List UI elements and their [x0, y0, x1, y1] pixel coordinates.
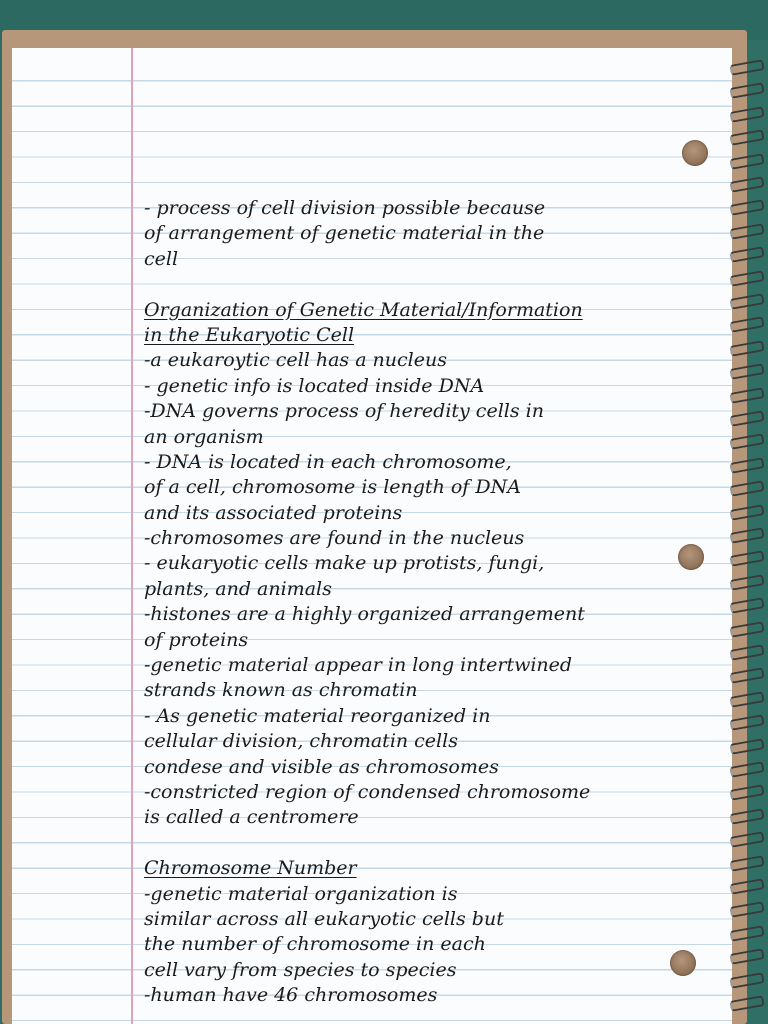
punch-hole-top [682, 140, 708, 166]
spiral-coil [729, 340, 764, 357]
spiral-coil [729, 995, 764, 1012]
spiral-coil [729, 129, 764, 146]
spiral-coil [729, 597, 764, 614]
notes-line: cellular division, chromatin cells [144, 730, 458, 753]
notes-line: -a eukaroytic cell has a nucleus [144, 349, 447, 372]
notes-line: is called a centromere [144, 806, 359, 829]
spiral-coil [729, 925, 764, 942]
margin-line [131, 48, 133, 1024]
spiral-coil [729, 153, 764, 170]
spiral-coil [729, 434, 764, 451]
spiral-coil [729, 457, 764, 474]
notes-line: similar across all eukaryotic cells but [144, 907, 504, 930]
spiral-coil [729, 902, 764, 919]
spiral-coil [729, 527, 764, 544]
spiral-coil [729, 246, 764, 263]
notes-line: an organism [144, 425, 264, 448]
notes-line: -human have 46 chromosomes [144, 984, 438, 1007]
notes-line: -genetic material appear in long intertwined [144, 654, 573, 677]
spiral-coil [729, 223, 764, 240]
spiral-coil [729, 83, 764, 100]
spiral-coil [729, 270, 764, 287]
notes-line: - As genetic material reorganized in [144, 704, 491, 727]
spiral-coil [729, 551, 764, 568]
spiral-coil [729, 480, 764, 497]
notes-line: -DNA governs process of heredity cells in [144, 400, 544, 423]
spiral-binding [728, 58, 768, 1024]
spiral-coil [729, 387, 764, 404]
notes-heading-line: in the Eukaryotic Cell [144, 323, 355, 346]
notes-line: cell vary from species to species [144, 958, 457, 981]
notes-line: -histones are a highly organized arrangement [144, 603, 585, 626]
spiral-coil [729, 831, 764, 848]
spiral-coil [729, 855, 764, 872]
spiral-coil [729, 668, 764, 685]
spiral-coil [729, 972, 764, 989]
notes-line: of a cell, chromosome is length of DNA [144, 476, 521, 499]
spiral-coil [729, 621, 764, 638]
notes-line: cell [144, 247, 179, 270]
notes-line: - genetic info is located inside DNA [144, 374, 485, 397]
spiral-coil [729, 878, 764, 895]
spiral-coil [729, 176, 764, 193]
spiral-coil [729, 59, 764, 76]
notes-line: strands known as chromatin [144, 679, 418, 702]
spiral-coil [729, 200, 764, 217]
notes-line: -genetic material organization is [144, 882, 458, 905]
notebook-page [12, 48, 732, 1024]
notes-line: the number of chromosome in each [144, 933, 486, 956]
spiral-coil [729, 410, 764, 427]
notes-line: and its associated proteins [144, 501, 403, 524]
spiral-coil [729, 317, 764, 334]
notes-heading-line: Chromosome Number [144, 857, 357, 880]
notes-line: -chromosomes are found in the nucleus [144, 527, 525, 550]
spiral-coil [729, 644, 764, 661]
spiral-coil [729, 504, 764, 521]
notes-blank-line [144, 272, 704, 297]
notes-line: of proteins [144, 628, 249, 651]
spiral-coil [729, 808, 764, 825]
spiral-coil [729, 106, 764, 123]
notes-line: - DNA is located in each chromosome, [144, 450, 512, 473]
notes-line: -constricted region of condensed chromosome [144, 780, 591, 803]
spiral-coil [729, 691, 764, 708]
notes-line: - process of cell division possible because [144, 197, 546, 219]
spiral-coil [729, 785, 764, 802]
spiral-coil [729, 714, 764, 731]
handwritten-notes [144, 196, 704, 1009]
notes-line: plants, and animals [144, 577, 332, 600]
notes-line: condese and visible as chromosomes [144, 755, 499, 778]
spiral-coil [729, 293, 764, 310]
notes-line: of arrangement of genetic material in the [144, 222, 545, 245]
notes-heading-line: Organization of Genetic Material/Information [144, 298, 583, 321]
spiral-coil [729, 738, 764, 755]
notes-blank-line [144, 831, 704, 856]
spiral-coil [729, 363, 764, 380]
spiral-coil [729, 761, 764, 778]
spiral-coil [729, 948, 764, 965]
spiral-coil [729, 574, 764, 591]
notes-line: - eukaryotic cells make up protists, fungi, [144, 552, 545, 575]
